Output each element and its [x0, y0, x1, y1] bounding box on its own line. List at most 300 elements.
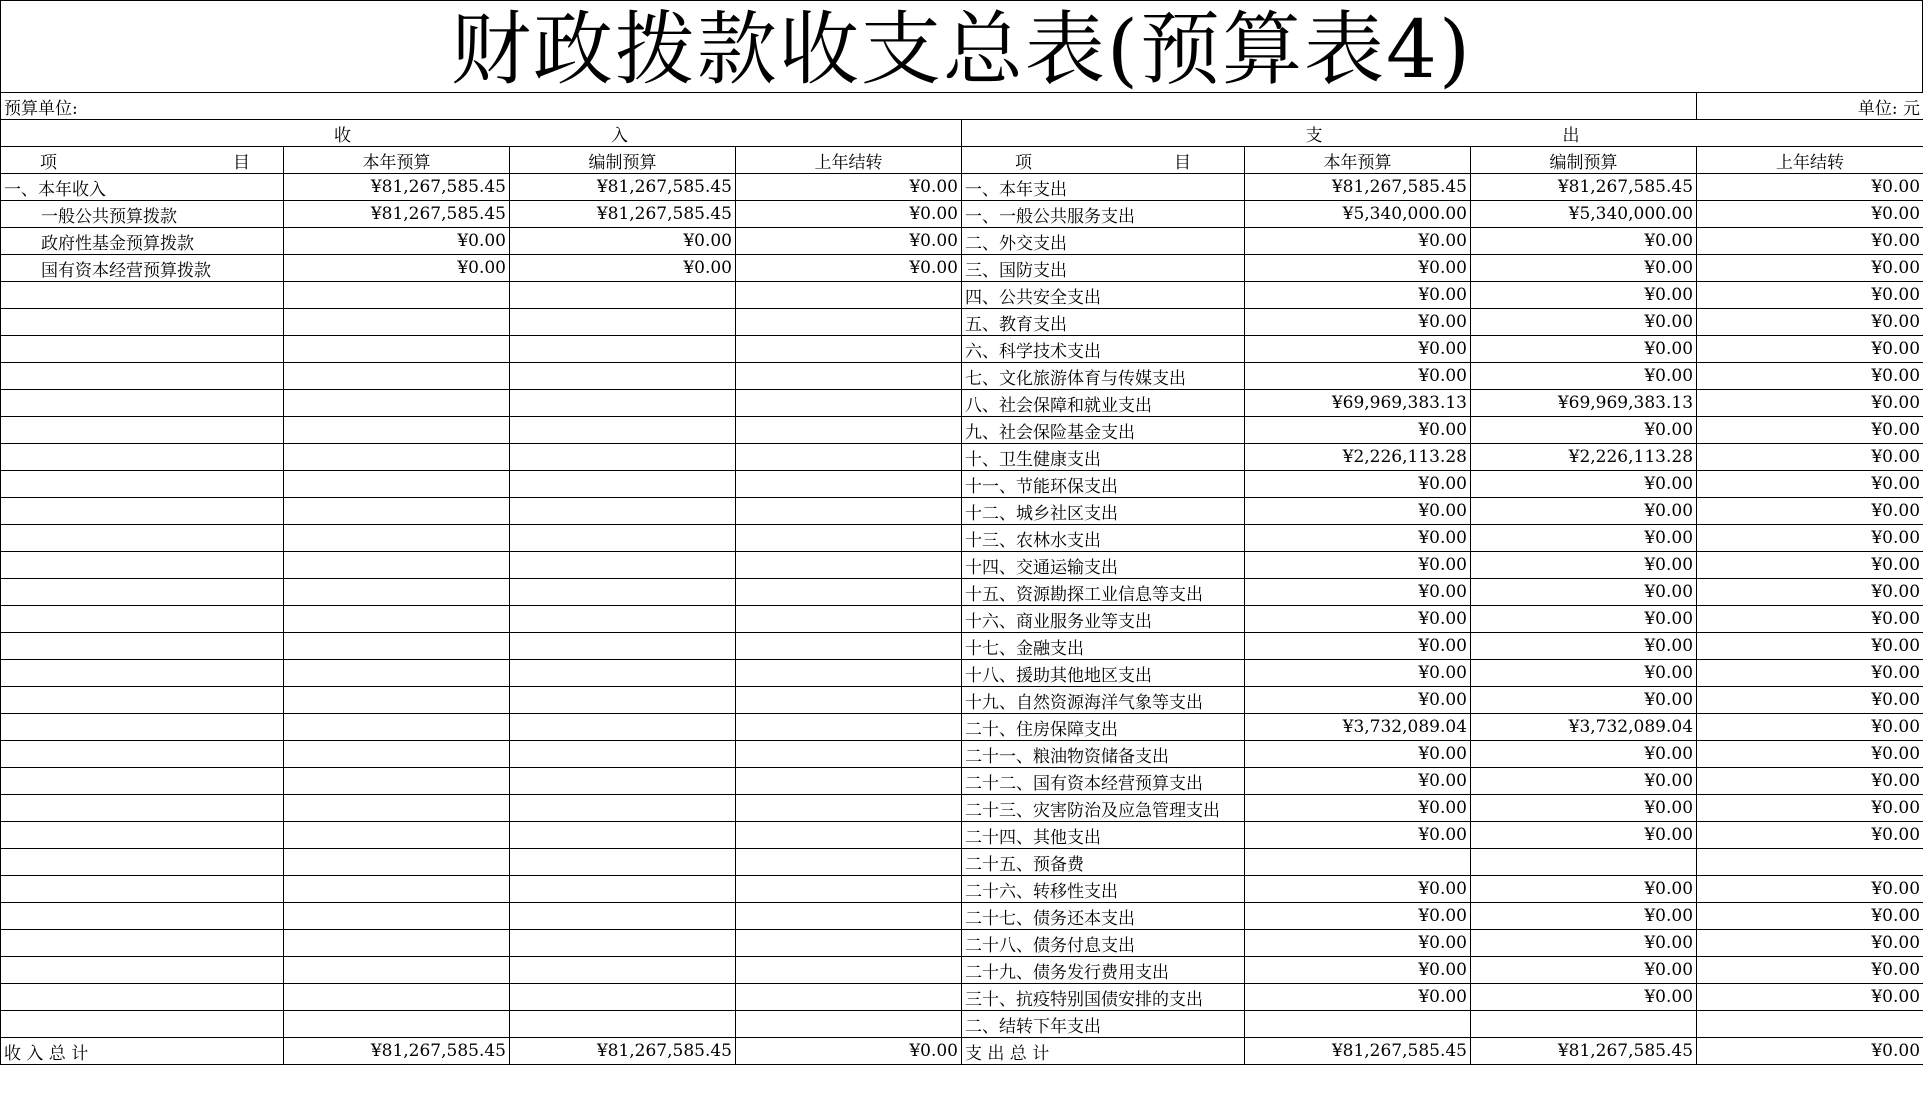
table-row [1, 444, 1923, 471]
income-item-name [1, 579, 284, 606]
income-current-year-value [284, 390, 510, 417]
income-item-name [1, 903, 284, 930]
income-header-char-1: 收 [334, 125, 351, 146]
table-row [1, 795, 1923, 822]
expense-compiled-value: ¥0.00 [1471, 498, 1697, 525]
income-item-name [1, 795, 284, 822]
table-row [1, 714, 1923, 741]
income-compiled-value [510, 1011, 736, 1038]
income-compiled-value [510, 606, 736, 633]
expense-total-compiled: ¥81,267,585.45 [1471, 1038, 1697, 1065]
table-row [1, 579, 1923, 606]
expense-compiled-value: ¥0.00 [1471, 309, 1697, 336]
expense-item-name: 二、外交支出 [962, 228, 1245, 255]
income-item-name [1, 687, 284, 714]
expense-carryover-value: ¥0.00 [1697, 336, 1923, 363]
income-compiled-value [510, 282, 736, 309]
expense-compiled-value: ¥2,226,113.28 [1471, 444, 1697, 471]
income-compiled-value [510, 741, 736, 768]
income-compiled-value [510, 822, 736, 849]
expense-current-year-value: ¥81,267,585.45 [1245, 174, 1471, 201]
table-row [1, 525, 1923, 552]
expense-current-year-value: ¥0.00 [1245, 660, 1471, 687]
expense-current-year-value: ¥0.00 [1245, 363, 1471, 390]
expense-item-name: 十一、节能环保支出 [962, 471, 1245, 498]
income-current-year-value [284, 336, 510, 363]
expense-header-char-2: 出 [1562, 125, 1580, 146]
income-current-year-value: ¥81,267,585.45 [284, 174, 510, 201]
table-row [1, 768, 1923, 795]
budget-unit-label: 预算单位: [1, 93, 1697, 120]
expense-item-name: 十二、城乡社区支出 [962, 498, 1245, 525]
expense-item-name: 四、公共安全支出 [962, 282, 1245, 309]
expense-item-name: 二十二、国有资本经营预算支出 [962, 768, 1245, 795]
expense-compiled-value: ¥0.00 [1471, 633, 1697, 660]
income-current-year-value [284, 930, 510, 957]
table-row [1, 390, 1923, 417]
income-compiled-value [510, 579, 736, 606]
income-current-year-value [284, 282, 510, 309]
table-row [1, 282, 1923, 309]
income-carryover-value: ¥0.00 [736, 228, 962, 255]
expense-carryover-value: ¥0.00 [1697, 741, 1923, 768]
expense-current-year-value: ¥0.00 [1245, 498, 1471, 525]
income-carryover-value [736, 714, 962, 741]
income-item-name [1, 498, 284, 525]
income-compiled-value [510, 525, 736, 552]
expense-current-year-value: ¥0.00 [1245, 255, 1471, 282]
expense-carryover-value: ¥0.00 [1697, 498, 1923, 525]
expense-carryover-value: ¥0.00 [1697, 390, 1923, 417]
expense-item-name: 一、本年支出 [962, 174, 1245, 201]
expense-carryover-value: ¥0.00 [1697, 930, 1923, 957]
table-row [1, 255, 1923, 282]
income-item-name [1, 633, 284, 660]
expense-current-year-value: ¥5,340,000.00 [1245, 201, 1471, 228]
income-carryover-value [736, 498, 962, 525]
expense-item-name: 二十八、债务付息支出 [962, 930, 1245, 957]
expense-compiled-value: ¥0.00 [1471, 606, 1697, 633]
expense-current-year-value: ¥0.00 [1245, 228, 1471, 255]
income-compiled-value [510, 471, 736, 498]
table-row [1, 660, 1923, 687]
income-carryover-value: ¥0.00 [736, 174, 962, 201]
table-row [1, 903, 1923, 930]
income-compiled-header: 编制预算 [510, 147, 736, 174]
expense-current-year-value: ¥0.00 [1245, 795, 1471, 822]
expense-current-year-value: ¥0.00 [1245, 687, 1471, 714]
expense-compiled-value: ¥0.00 [1471, 255, 1697, 282]
expense-item-name: 二十六、转移性支出 [962, 876, 1245, 903]
expense-item-name: 二、结转下年支出 [962, 1011, 1245, 1038]
income-carryover-value [736, 822, 962, 849]
column-header-row [1, 147, 1923, 174]
table-row [1, 552, 1923, 579]
income-total-carryover: ¥0.00 [736, 1038, 962, 1065]
income-carryover-value [736, 471, 962, 498]
expense-item-name: 九、社会保险基金支出 [962, 417, 1245, 444]
income-item-name [1, 336, 284, 363]
expense-carryover-value: ¥0.00 [1697, 876, 1923, 903]
income-item-name [1, 876, 284, 903]
expense-item-name: 十五、资源勘探工业信息等支出 [962, 579, 1245, 606]
expense-carryover-value: ¥0.00 [1697, 795, 1923, 822]
table-row [1, 228, 1923, 255]
expense-item-name: 二十七、债务还本支出 [962, 903, 1245, 930]
income-current-year-value [284, 795, 510, 822]
expense-item-name: 十、卫生健康支出 [962, 444, 1245, 471]
income-compiled-value [510, 498, 736, 525]
expense-carryover-value: ¥0.00 [1697, 444, 1923, 471]
income-compiled-value [510, 444, 736, 471]
expense-carryover-value: ¥0.00 [1697, 984, 1923, 1011]
expense-carryover-value: ¥0.00 [1697, 768, 1923, 795]
expense-carryover-value: ¥0.00 [1697, 660, 1923, 687]
income-item-name [1, 714, 284, 741]
expense-total-current-year: ¥81,267,585.45 [1245, 1038, 1471, 1065]
income-carryover-value [736, 903, 962, 930]
expense-carryover-value: ¥0.00 [1697, 201, 1923, 228]
expense-current-year-value: ¥0.00 [1245, 579, 1471, 606]
expense-current-year-value: ¥0.00 [1245, 768, 1471, 795]
income-carryover-value [736, 633, 962, 660]
income-carryover-value [736, 309, 962, 336]
income-item-name [1, 606, 284, 633]
expense-carryover-value: ¥0.00 [1697, 633, 1923, 660]
expense-item-name: 一、一般公共服务支出 [962, 201, 1245, 228]
expense-current-year-value: ¥0.00 [1245, 552, 1471, 579]
income-compiled-value [510, 903, 736, 930]
income-compiled-value [510, 930, 736, 957]
expense-item-name: 二十九、债务发行费用支出 [962, 957, 1245, 984]
expense-carryover-value: ¥0.00 [1697, 255, 1923, 282]
expense-carryover-value: ¥0.00 [1697, 174, 1923, 201]
expense-compiled-header: 编制预算 [1471, 147, 1697, 174]
income-compiled-value [510, 957, 736, 984]
expense-item-name: 六、科学技术支出 [962, 336, 1245, 363]
expense-compiled-value: ¥0.00 [1471, 552, 1697, 579]
income-current-year-value [284, 768, 510, 795]
income-current-year-value [284, 633, 510, 660]
income-item-name [1, 390, 284, 417]
income-carryover-value [736, 957, 962, 984]
income-item-name [1, 417, 284, 444]
income-current-year-value [284, 660, 510, 687]
income-item-name [1, 282, 284, 309]
income-item-header-char-1: 项 [40, 152, 57, 173]
income-carryover-header: 上年结转 [736, 147, 962, 174]
expense-carryover-value: ¥0.00 [1697, 552, 1923, 579]
income-current-year-value: ¥0.00 [284, 255, 510, 282]
income-compiled-value [510, 417, 736, 444]
income-current-year-value [284, 876, 510, 903]
expense-item-name: 二十三、灾害防治及应急管理支出 [962, 795, 1245, 822]
income-carryover-value [736, 390, 962, 417]
expense-current-year-value: ¥0.00 [1245, 471, 1471, 498]
table-row [1, 849, 1923, 876]
expense-current-year-value: ¥0.00 [1245, 606, 1471, 633]
expense-item-name: 十六、商业服务业等支出 [962, 606, 1245, 633]
currency-unit-label: 单位: 元 [1697, 93, 1923, 120]
expense-compiled-value: ¥5,340,000.00 [1471, 201, 1697, 228]
income-compiled-value [510, 876, 736, 903]
table-row [1, 417, 1923, 444]
page-title: 财政拨款收支总表(预算表4) [0, 0, 1923, 92]
income-item-name [1, 930, 284, 957]
expense-compiled-value: ¥0.00 [1471, 417, 1697, 444]
expense-current-year-value: ¥0.00 [1245, 984, 1471, 1011]
expense-item-name: 三十、抗疫特别国债安排的支出 [962, 984, 1245, 1011]
table-row [1, 822, 1923, 849]
income-compiled-value: ¥81,267,585.45 [510, 201, 736, 228]
expense-item-name: 二十一、粮油物资储备支出 [962, 741, 1245, 768]
expense-carryover-value: ¥0.00 [1697, 471, 1923, 498]
expense-carryover-value: ¥0.00 [1697, 687, 1923, 714]
income-carryover-value [736, 741, 962, 768]
income-item-name [1, 552, 284, 579]
expense-item-header [962, 147, 1245, 174]
expense-item-name: 三、国防支出 [962, 255, 1245, 282]
income-carryover-value [736, 282, 962, 309]
income-compiled-value [510, 552, 736, 579]
table-row [1, 957, 1923, 984]
income-carryover-value [736, 1011, 962, 1038]
expense-item-name: 八、社会保障和就业支出 [962, 390, 1245, 417]
income-section-header [1, 120, 962, 147]
expense-compiled-value: ¥0.00 [1471, 795, 1697, 822]
income-item-name: 国有资本经营预算拨款 [1, 255, 284, 282]
expense-current-year-value: ¥3,732,089.04 [1245, 714, 1471, 741]
unit-row [1, 93, 1923, 120]
income-compiled-value [510, 714, 736, 741]
income-item-name [1, 660, 284, 687]
expense-compiled-value: ¥0.00 [1471, 903, 1697, 930]
expense-carryover-value: ¥0.00 [1697, 417, 1923, 444]
income-current-year-value [284, 687, 510, 714]
income-item-name [1, 822, 284, 849]
income-current-year-value [284, 903, 510, 930]
income-item-header [1, 147, 284, 174]
expense-current-year-value: ¥0.00 [1245, 876, 1471, 903]
income-current-year-value [284, 498, 510, 525]
income-current-year-value [284, 471, 510, 498]
income-carryover-value [736, 876, 962, 903]
income-compiled-value [510, 363, 736, 390]
expense-item-name: 七、文化旅游体育与传媒支出 [962, 363, 1245, 390]
expense-compiled-value: ¥3,732,089.04 [1471, 714, 1697, 741]
expense-current-year-value [1245, 1011, 1471, 1038]
expense-current-year-value: ¥0.00 [1245, 741, 1471, 768]
income-current-year-value [284, 309, 510, 336]
expense-carryover-value: ¥0.00 [1697, 957, 1923, 984]
expense-compiled-value: ¥0.00 [1471, 363, 1697, 390]
totals-row [1, 1038, 1923, 1065]
expense-item-name: 二十、住房保障支出 [962, 714, 1245, 741]
expense-compiled-value: ¥0.00 [1471, 579, 1697, 606]
table-row [1, 876, 1923, 903]
expense-section-header [962, 120, 1923, 147]
budget-table [0, 92, 1923, 1065]
income-current-year-value [284, 984, 510, 1011]
expense-current-year-value: ¥69,969,383.13 [1245, 390, 1471, 417]
expense-current-year-value: ¥0.00 [1245, 822, 1471, 849]
income-compiled-value [510, 849, 736, 876]
expense-compiled-value: ¥0.00 [1471, 984, 1697, 1011]
income-carryover-value [736, 417, 962, 444]
income-compiled-value [510, 390, 736, 417]
income-item-name [1, 309, 284, 336]
income-item-name [1, 849, 284, 876]
income-carryover-value [736, 525, 962, 552]
expense-item-header-char-2: 目 [1174, 152, 1191, 173]
expense-compiled-value: ¥0.00 [1471, 228, 1697, 255]
expense-item-name: 十四、交通运输支出 [962, 552, 1245, 579]
expense-current-year-value: ¥0.00 [1245, 903, 1471, 930]
income-item-name [1, 471, 284, 498]
income-current-year-value [284, 606, 510, 633]
income-carryover-value [736, 444, 962, 471]
income-carryover-value [736, 687, 962, 714]
income-current-year-value [284, 525, 510, 552]
income-current-year-value [284, 957, 510, 984]
expense-current-year-value [1245, 849, 1471, 876]
income-current-year-value: ¥81,267,585.45 [284, 201, 510, 228]
income-current-year-value [284, 714, 510, 741]
expense-current-year-value: ¥0.00 [1245, 282, 1471, 309]
expense-carryover-value: ¥0.00 [1697, 822, 1923, 849]
income-item-name [1, 525, 284, 552]
income-current-year-value [284, 552, 510, 579]
expense-carryover-value: ¥0.00 [1697, 903, 1923, 930]
income-carryover-value [736, 984, 962, 1011]
income-carryover-value [736, 336, 962, 363]
expense-item-name: 二十五、预备费 [962, 849, 1245, 876]
income-carryover-value: ¥0.00 [736, 201, 962, 228]
expense-compiled-value: ¥0.00 [1471, 768, 1697, 795]
expense-item-name: 十七、金融支出 [962, 633, 1245, 660]
income-current-year-header: 本年预算 [284, 147, 510, 174]
income-total-current-year: ¥81,267,585.45 [284, 1038, 510, 1065]
expense-carryover-value: ¥0.00 [1697, 525, 1923, 552]
expense-item-name: 十九、自然资源海洋气象等支出 [962, 687, 1245, 714]
income-compiled-value [510, 633, 736, 660]
income-total-label: 收 入 总 计 [1, 1038, 284, 1065]
income-carryover-value [736, 579, 962, 606]
income-item-name [1, 984, 284, 1011]
expense-item-name: 二十四、其他支出 [962, 822, 1245, 849]
expense-carryover-value: ¥0.00 [1697, 282, 1923, 309]
expense-item-name: 五、教育支出 [962, 309, 1245, 336]
expense-carryover-value [1697, 1011, 1923, 1038]
income-compiled-value [510, 309, 736, 336]
income-carryover-value [736, 660, 962, 687]
income-total-compiled: ¥81,267,585.45 [510, 1038, 736, 1065]
expense-current-year-value: ¥0.00 [1245, 633, 1471, 660]
income-carryover-value [736, 552, 962, 579]
income-carryover-value: ¥0.00 [736, 255, 962, 282]
income-compiled-value: ¥0.00 [510, 255, 736, 282]
expense-carryover-value [1697, 849, 1923, 876]
expense-item-header-char-1: 项 [1015, 152, 1032, 173]
table-row [1, 471, 1923, 498]
table-row [1, 336, 1923, 363]
table-row [1, 741, 1923, 768]
expense-total-carryover: ¥0.00 [1697, 1038, 1923, 1065]
expense-total-label: 支 出 总 计 [962, 1038, 1245, 1065]
expense-compiled-value: ¥0.00 [1471, 687, 1697, 714]
income-item-name: 一般公共预算拨款 [1, 201, 284, 228]
expense-current-year-header: 本年预算 [1245, 147, 1471, 174]
table-row [1, 363, 1923, 390]
table-row [1, 633, 1923, 660]
income-item-name [1, 444, 284, 471]
expense-compiled-value: ¥0.00 [1471, 525, 1697, 552]
expense-current-year-value: ¥0.00 [1245, 525, 1471, 552]
expense-current-year-value: ¥0.00 [1245, 309, 1471, 336]
expense-carryover-value: ¥0.00 [1697, 309, 1923, 336]
income-compiled-value [510, 984, 736, 1011]
expense-current-year-value: ¥0.00 [1245, 336, 1471, 363]
expense-compiled-value: ¥0.00 [1471, 336, 1697, 363]
expense-carryover-value: ¥0.00 [1697, 363, 1923, 390]
income-item-name: 一、本年收入 [1, 174, 284, 201]
expense-carryover-value: ¥0.00 [1697, 714, 1923, 741]
income-current-year-value [284, 417, 510, 444]
income-carryover-value [736, 768, 962, 795]
table-row [1, 687, 1923, 714]
income-item-header-char-2: 目 [233, 152, 250, 173]
expense-item-name: 十三、农林水支出 [962, 525, 1245, 552]
expense-compiled-value: ¥0.00 [1471, 957, 1697, 984]
table-row [1, 930, 1923, 957]
expense-compiled-value [1471, 849, 1697, 876]
expense-header-char-1: 支 [1305, 125, 1323, 146]
expense-compiled-value: ¥0.00 [1471, 741, 1697, 768]
expense-carryover-value: ¥0.00 [1697, 579, 1923, 606]
income-item-name: 政府性基金预算拨款 [1, 228, 284, 255]
income-header-char-2: 入 [611, 125, 628, 146]
income-item-name [1, 768, 284, 795]
income-compiled-value [510, 660, 736, 687]
income-current-year-value [284, 579, 510, 606]
income-carryover-value [736, 795, 962, 822]
income-item-name [1, 741, 284, 768]
income-current-year-value [284, 741, 510, 768]
expense-compiled-value: ¥0.00 [1471, 876, 1697, 903]
income-current-year-value [284, 822, 510, 849]
income-compiled-value: ¥81,267,585.45 [510, 174, 736, 201]
income-carryover-value [736, 363, 962, 390]
expense-carryover-value: ¥0.00 [1697, 606, 1923, 633]
income-carryover-value [736, 606, 962, 633]
income-compiled-value [510, 336, 736, 363]
expense-compiled-value: ¥0.00 [1471, 930, 1697, 957]
table-row [1, 606, 1923, 633]
income-compiled-value: ¥0.00 [510, 228, 736, 255]
expense-carryover-header: 上年结转 [1697, 147, 1923, 174]
income-current-year-value: ¥0.00 [284, 228, 510, 255]
expense-compiled-value [1471, 1011, 1697, 1038]
income-current-year-value [284, 849, 510, 876]
income-current-year-value [284, 444, 510, 471]
expense-current-year-value: ¥0.00 [1245, 930, 1471, 957]
expense-compiled-value: ¥0.00 [1471, 471, 1697, 498]
table-row [1, 498, 1923, 525]
expense-current-year-value: ¥0.00 [1245, 417, 1471, 444]
income-item-name [1, 957, 284, 984]
income-compiled-value [510, 768, 736, 795]
income-current-year-value [284, 363, 510, 390]
